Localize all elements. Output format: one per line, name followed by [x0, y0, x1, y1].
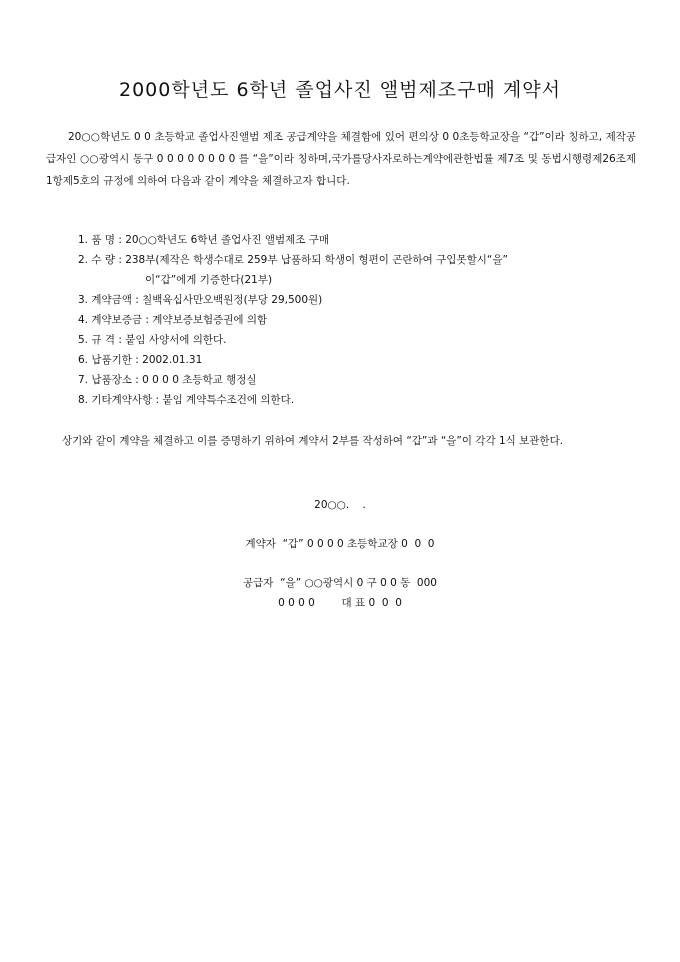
- item-delivery-place: 7. 납품장소 : 0 0 0 0 초등학교 행정실: [78, 374, 257, 386]
- item-specification: 5. 규 격 : 붙임 사양서에 의한다.: [78, 334, 227, 346]
- item-product-name: 1. 품 명 : 20○○학년도 6학년 졸업사진 앨범제조 구매: [78, 234, 330, 246]
- closing-paragraph: 상기와 같이 계약을 체결하고 이를 증명하기 위하여 계약서 2부를 작성하여 “갑”과 “을”이 각각 1식 보관한다.: [62, 435, 564, 447]
- item-other-terms: 8. 기타계약사항 : 붙임 계약특수조건에 의한다.: [78, 394, 295, 406]
- contract-date: 20○○. .: [314, 499, 366, 511]
- item-quantity: 2. 수 량 : 238부(제작은 학생수대로 259부 납품하되 학생이 형편이 곤란하여 구입못할시“을”: [78, 254, 508, 266]
- item-deposit: 4. 계약보증금 : 계약보증보험증권에 의함: [78, 314, 268, 326]
- item-delivery-deadline: 6. 납품기한 : 2002.01.31: [78, 354, 203, 366]
- document-title: 2000학년도 6학년 졸업사진 앨범제조구매 계약서: [119, 79, 561, 101]
- contract-items-list: [78, 230, 638, 410]
- supplier-line: 공급자 “을” ○○광역시 0 구 0 0 동 000: [243, 577, 437, 589]
- item-quantity-continuation: 이“갑”에게 기증한다(21부): [145, 274, 273, 286]
- intro-paragraph: 20○○학년도 0 0 초등학교 졸업사진앨범 제조 공급계약을 체결함에 있어 편의상 0 0초등학교장을 “갑”이라 칭하고, 제작공급자인 ○○광역시 동구 0 0 0 0 0 0 0 0 를 “을”이라 칭하며,국가를당사자로하는계약에관한법률 제7조 및 동법시행령제26조제1항제5호의 규정에 의하여 다음과 같이 계약을 체결하고자 합니다.: [46, 131, 636, 187]
- supplier-representative-line: 0 0 0 0 대 표 0 0 0: [278, 597, 402, 609]
- contractor-line: 계약자 “갑” 0 0 0 0 초등학교장 0 0 0: [245, 538, 435, 550]
- item-contract-amount: 3. 계약금액 : 칠백육십사만오백원정(부당 29,500원): [78, 294, 323, 306]
